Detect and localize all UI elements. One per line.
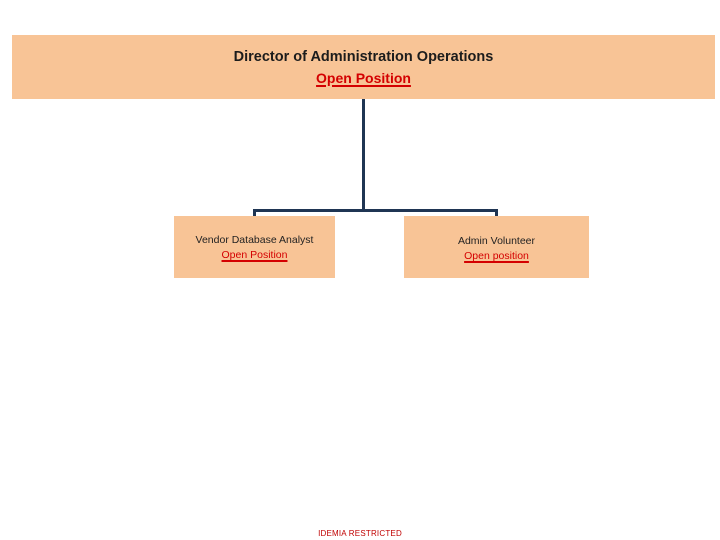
child-node-title: Admin Volunteer — [457, 235, 536, 247]
child-node-title: Vendor Database Analyst — [195, 234, 314, 246]
child-node-status: Open Position — [221, 249, 288, 261]
classification-footer: IDEMIA RESTRICTED — [318, 529, 402, 538]
connector-drop-left — [253, 209, 256, 216]
connector-horizontal — [253, 209, 498, 212]
root-node-status: Open Position — [316, 70, 411, 86]
root-node-box — [12, 35, 715, 99]
root-node-title: Director of Administration Operations — [233, 49, 494, 65]
connector-vertical-root — [362, 99, 365, 211]
child-node-status: Open position — [464, 250, 529, 262]
child-node-box-vendor-database-analyst — [174, 216, 335, 278]
child-node-box-admin-volunteer — [404, 216, 589, 278]
connector-drop-right — [495, 209, 498, 216]
